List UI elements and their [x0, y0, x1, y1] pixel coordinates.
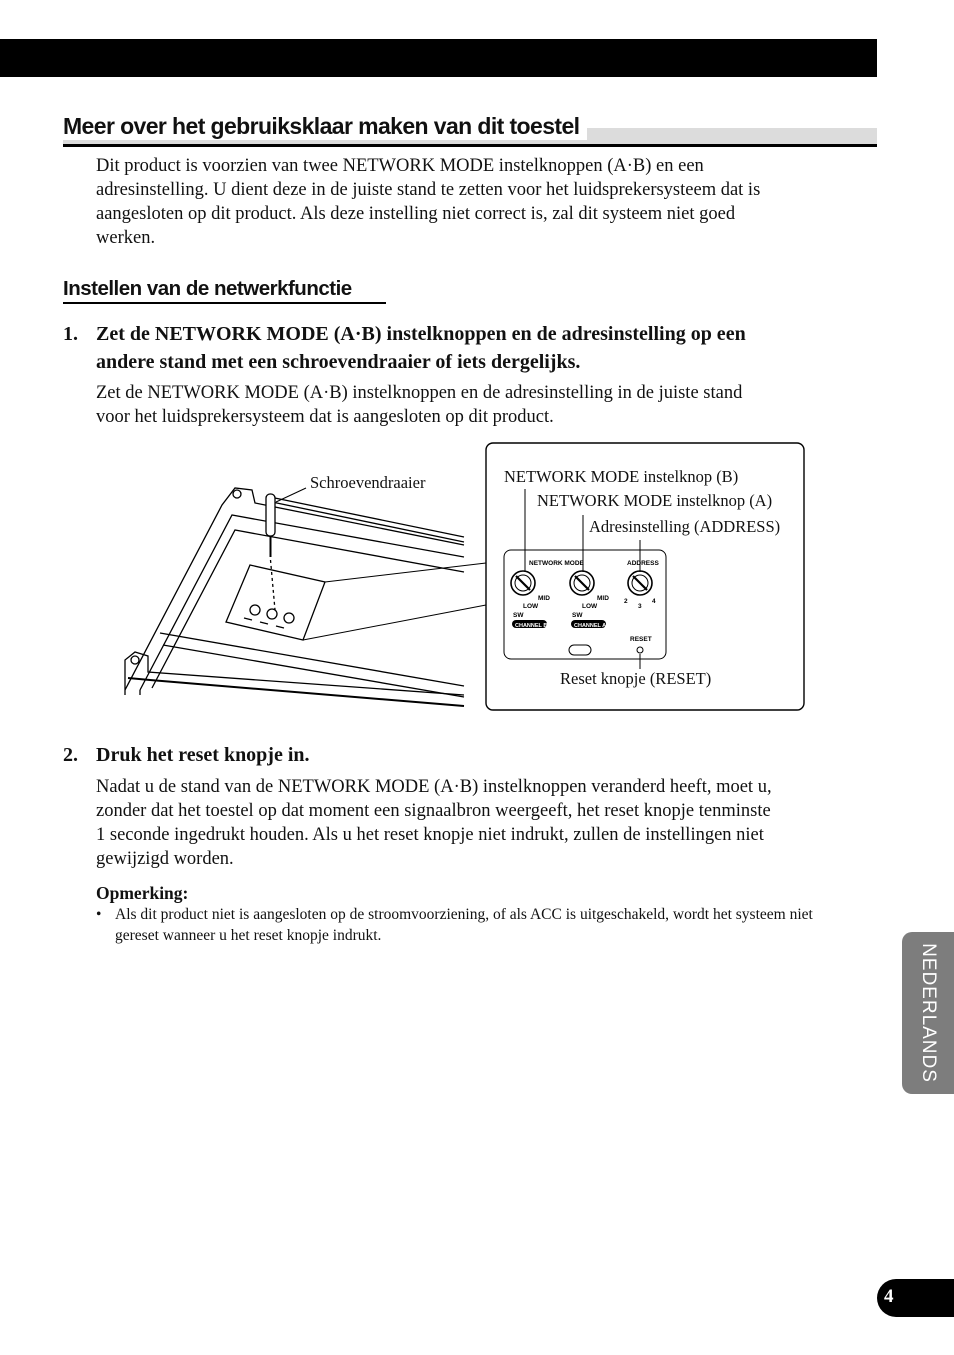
intro-line-2: adresinstelling. U dient deze in de juiste stand te zetten voor het luidsprekersysteem dat is [96, 180, 761, 200]
step1-title-line-1: Zet de NETWORK MODE (A·B) instelknoppen en de adresinstelling op een [96, 323, 746, 345]
panel-slot [569, 645, 591, 655]
screwdriver-icon [266, 494, 275, 610]
step2-body-line-4: gewijzigd worden. [96, 849, 234, 869]
zoom-line-top [325, 563, 486, 582]
address-knob-icon [628, 571, 652, 595]
step2-body-line-2: zonder dat het toestel op dat moment een signaalbron weergeeft, het reset knopje tenminste [96, 801, 771, 821]
knob-a-icon [570, 571, 594, 595]
note-heading: Opmerking: [96, 883, 189, 903]
panel-sw-a: SW [572, 612, 583, 619]
reset-label: Reset knopje (RESET) [560, 669, 712, 688]
panel-channel-a: CHANNEL A [574, 623, 607, 629]
address-label: Adresinstelling (ADDRESS) [589, 517, 781, 536]
panel-addr-4: 4 [652, 598, 656, 605]
panel-channel-b: CHANNEL B [515, 623, 548, 629]
language-tab-label: NEDERLANDS [918, 943, 939, 1083]
panel-addr-2: 2 [624, 598, 628, 605]
step2-title: Druk het reset knopje in. [96, 744, 310, 766]
page-title: Meer over het gebruiksklaar maken van dit toestel [63, 112, 587, 140]
panel-low-b: LOW [523, 603, 539, 610]
panel-addr-3: 3 [638, 603, 642, 610]
screwdriver-label: Schroevendraaier [310, 473, 426, 492]
panel-mid-b: MID [538, 595, 550, 602]
amplifier-unit [125, 488, 464, 706]
zoom-line-bottom [303, 605, 486, 640]
step2-body-line-3: 1 seconde ingedrukt houden. Als u het reset knopje niet indrukt, zullen de instellingen niet [96, 825, 764, 845]
intro-line-4: werken. [96, 228, 156, 248]
panel-low-a: LOW [582, 603, 598, 610]
step1-number: 1. [63, 323, 78, 345]
screwdriver-leader [276, 488, 306, 502]
panel-mid-a: MID [597, 595, 609, 602]
intro-line-1: Dit product is voorzien van twee NETWORK MODE instelknoppen (A·B) en een [96, 156, 704, 176]
step1-title-line-2: andere stand met een schroevendraaier of iets dergelijks. [96, 351, 581, 373]
note-bullet: • [96, 906, 102, 923]
knob-b-icon [511, 571, 535, 595]
reset-button-icon [637, 647, 643, 653]
intro-line-3: aangesloten op dit product. Als deze instelling niet correct is, zal dit systeem niet goed [96, 204, 736, 224]
panel-reset-label: RESET [630, 636, 652, 643]
knob-a-label: NETWORK MODE instelknop (A) [537, 491, 773, 510]
panel-address-label: ADDRESS [627, 560, 659, 567]
panel-network-mode-label: NETWORK MODE [529, 560, 584, 567]
step2-number: 2. [63, 744, 78, 766]
panel-sw-b: SW [513, 612, 524, 619]
knob-b-label: NETWORK MODE instelknop (B) [504, 467, 739, 486]
step2-body-line-1: Nadat u de stand van de NETWORK MODE (A·B) instelknoppen veranderd heeft, moet u, [96, 777, 772, 797]
step1-body-line-1: Zet de NETWORK MODE (A·B) instelknoppen en de adresinstelling in de juiste stand [96, 383, 743, 403]
step1-body-line-2: voor het luidsprekersysteem dat is aangesloten op dit product. [96, 407, 554, 427]
section-title: Instellen van de netwerkfunctie [63, 277, 352, 300]
page-number: 4 [884, 1286, 894, 1307]
note-text: Als dit product niet is aangesloten op de stroomvoorziening, of als ACC is uitgeschakeld, wordt het systeem niet gereset wanneer u het reset knopje indrukt. [115, 906, 813, 944]
